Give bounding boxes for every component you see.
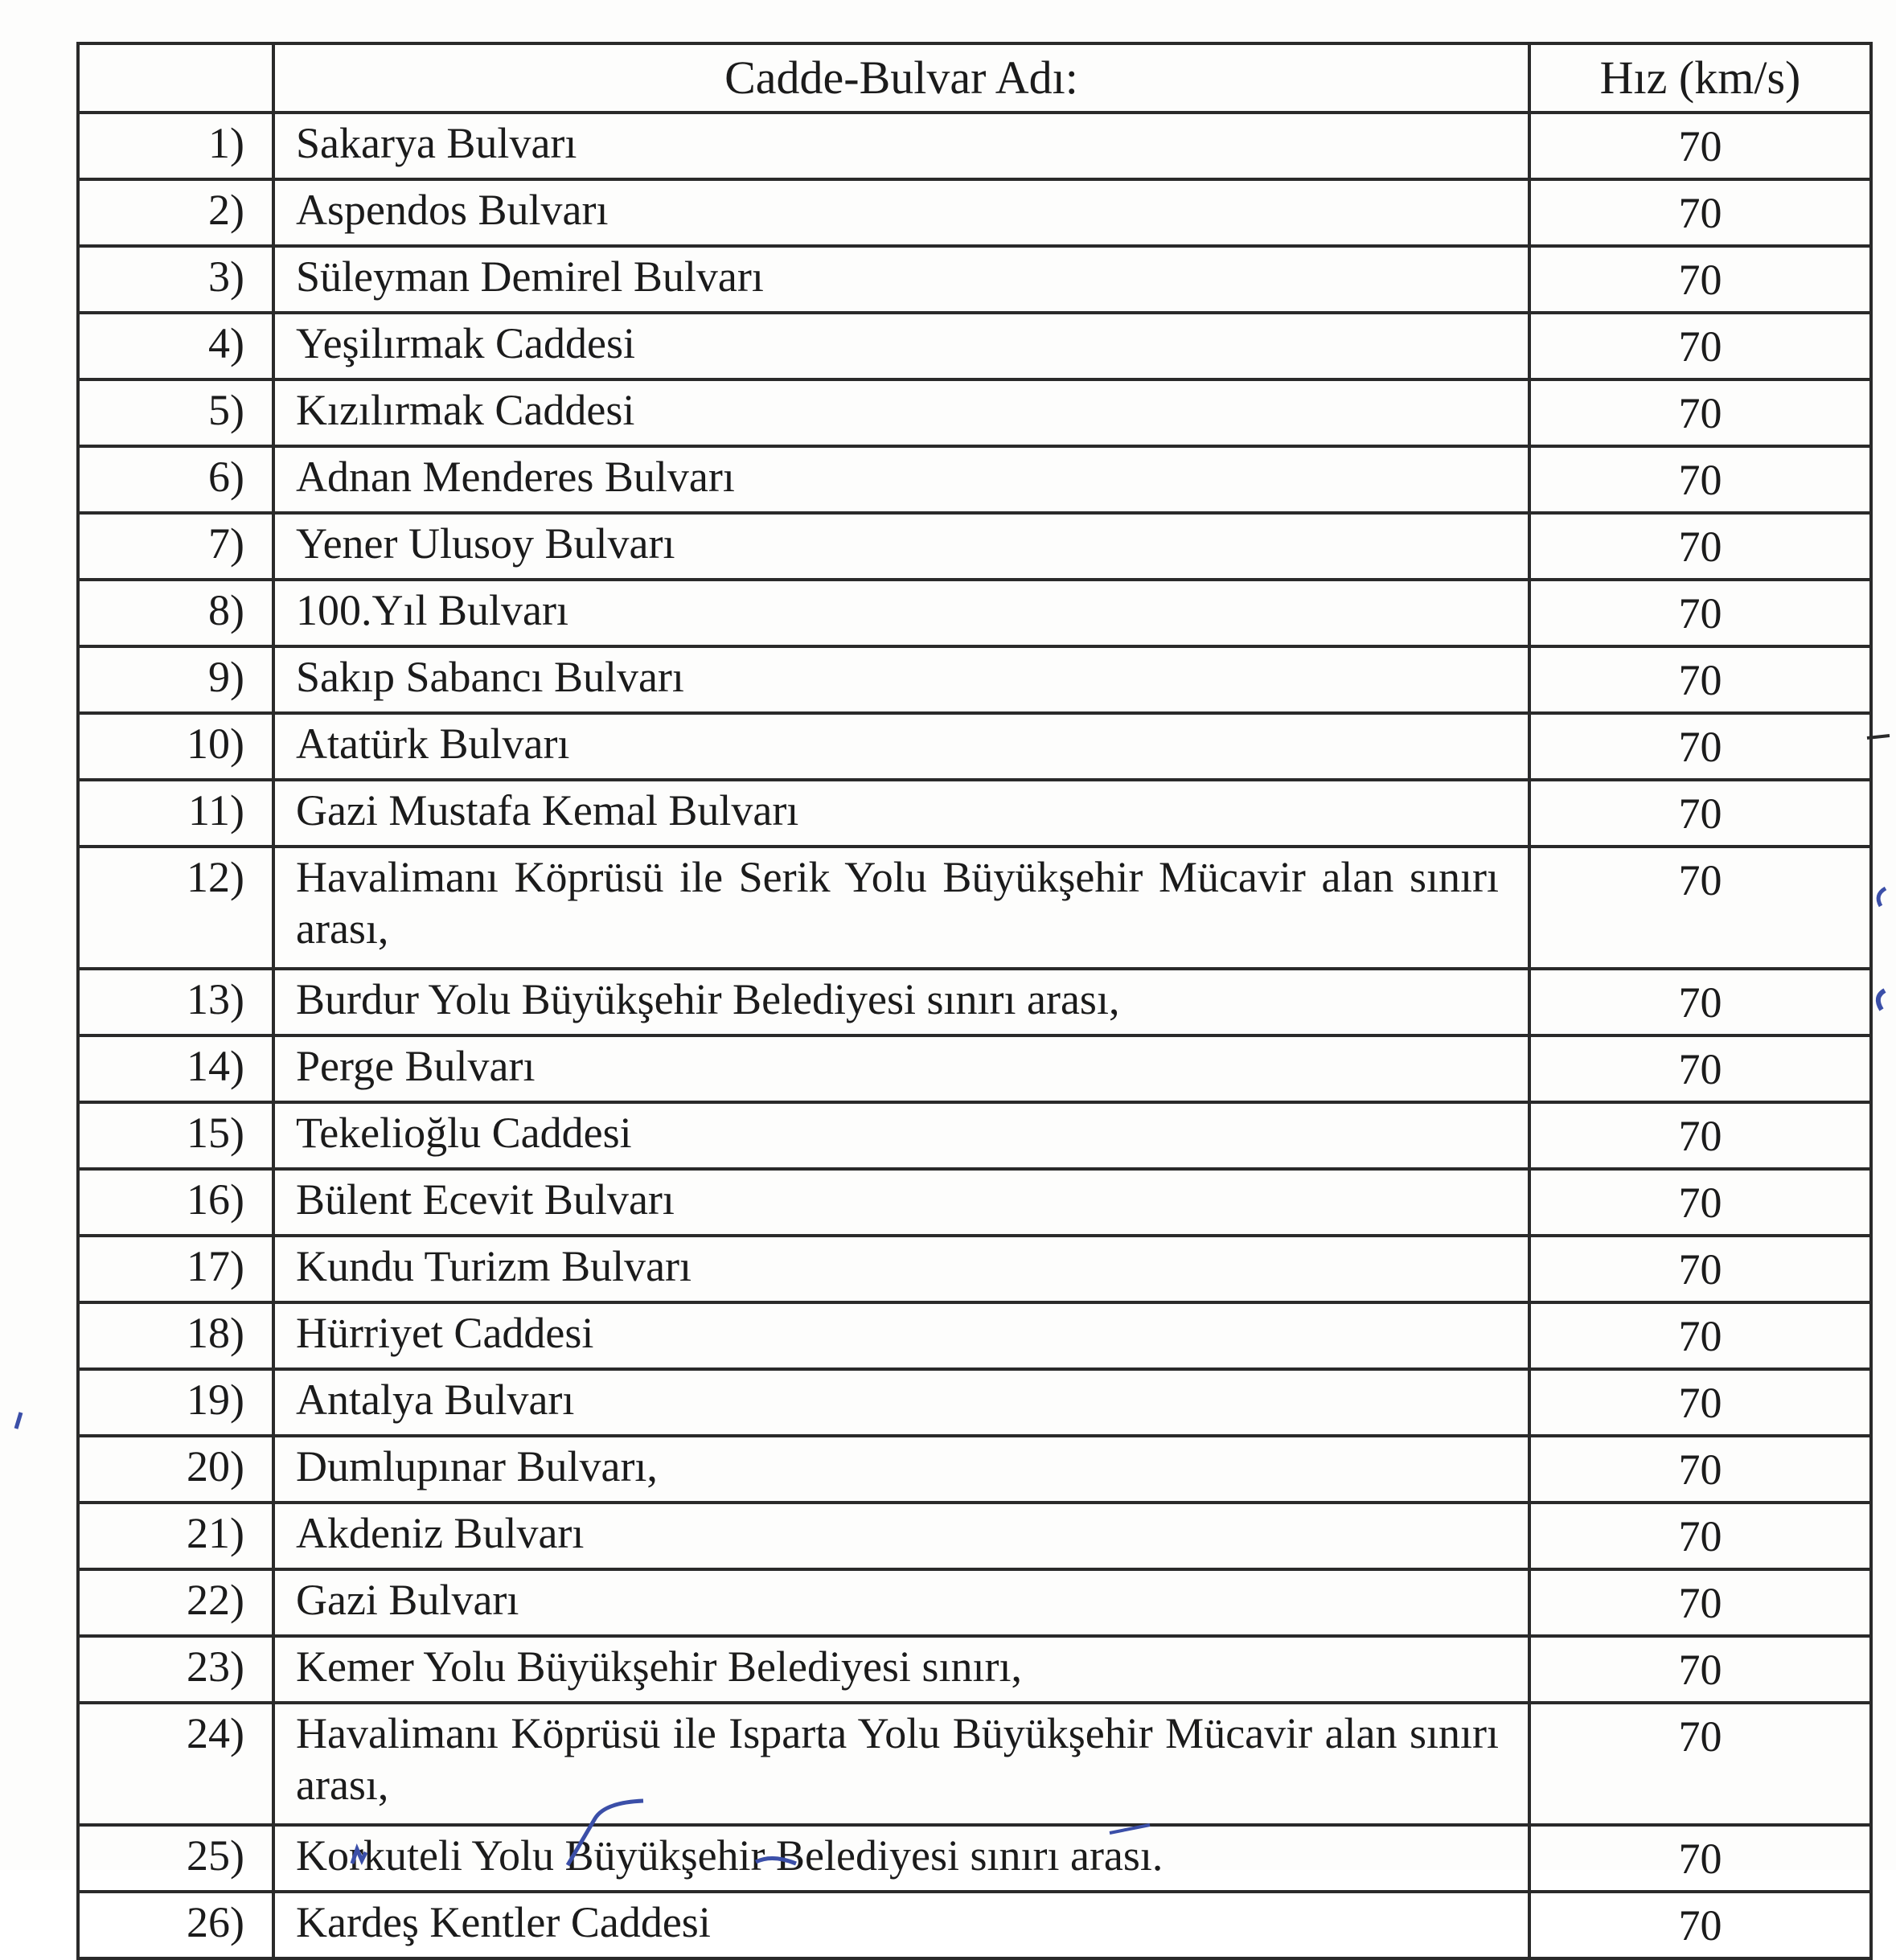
street-name: Süleyman Demirel Bulvarı	[273, 246, 1529, 313]
row-number: 20)	[78, 1436, 273, 1503]
street-name: Korkuteli Yolu Büyükşehir Belediyesi sınırı arası.	[273, 1825, 1529, 1892]
speed-limit: 70	[1529, 1703, 1871, 1825]
speed-limit: 70	[1529, 1436, 1871, 1503]
street-name: Kemer Yolu Büyükşehir Belediyesi sınırı,	[273, 1636, 1529, 1703]
street-name: Kardeş Kentler Caddesi	[273, 1892, 1529, 1958]
table-row	[78, 780, 1871, 847]
street-name: Perge Bulvarı	[273, 1035, 1529, 1102]
row-number: 16)	[78, 1169, 273, 1236]
row-number: 23)	[78, 1636, 273, 1703]
table-row	[78, 847, 1871, 969]
row-number: 24)	[78, 1703, 273, 1825]
street-name: Tekelioğlu Caddesi	[273, 1102, 1529, 1169]
speed-limit: 70	[1529, 1892, 1871, 1958]
table-row	[78, 1169, 1871, 1236]
speed-limit: 70	[1529, 313, 1871, 379]
speed-limit: 70	[1529, 780, 1871, 847]
table-row	[78, 113, 1871, 179]
speed-limit: 70	[1529, 580, 1871, 646]
speed-limit: 70	[1529, 969, 1871, 1035]
row-number: 11)	[78, 780, 273, 847]
speed-limit: 70	[1529, 1503, 1871, 1569]
street-name: Burdur Yolu Büyükşehir Belediyesi sınırı arası,	[273, 969, 1529, 1035]
row-number: 9)	[78, 646, 273, 713]
speed-limit: 70	[1529, 113, 1871, 179]
table-row	[78, 1369, 1871, 1436]
speed-limit: 70	[1529, 1035, 1871, 1102]
speed-limit: 70	[1529, 1169, 1871, 1236]
table-row	[78, 969, 1871, 1035]
street-name: Bülent Ecevit Bulvarı	[273, 1169, 1529, 1236]
street-name: Havalimanı Köprüsü ile Isparta Yolu Büyükşehir Mücavir alan sınırı arası,	[273, 1703, 1529, 1825]
table-row	[78, 1569, 1871, 1636]
row-number: 7)	[78, 513, 273, 580]
header-number	[78, 43, 273, 113]
row-number: 26)	[78, 1892, 273, 1958]
row-number: 2)	[78, 179, 273, 246]
speed-limit: 70	[1529, 1569, 1871, 1636]
table-row	[78, 313, 1871, 379]
speed-limit: 70	[1529, 379, 1871, 446]
table-body	[78, 113, 1871, 1958]
row-number: 13)	[78, 969, 273, 1035]
street-name: Adnan Menderes Bulvarı	[273, 446, 1529, 513]
table-row	[78, 1825, 1871, 1892]
row-number: 25)	[78, 1825, 273, 1892]
street-name: Dumlupınar Bulvarı,	[273, 1436, 1529, 1503]
street-name: Kızılırmak Caddesi	[273, 379, 1529, 446]
street-name: Sakıp Sabancı Bulvarı	[273, 646, 1529, 713]
table-row	[78, 1102, 1871, 1169]
row-number: 19)	[78, 1369, 273, 1436]
header-street-name: Cadde-Bulvar Adı:	[273, 43, 1529, 113]
row-number: 8)	[78, 580, 273, 646]
header-speed: Hız (km/s)	[1529, 43, 1871, 113]
row-number: 12)	[78, 847, 273, 969]
speed-limit: 70	[1529, 179, 1871, 246]
speed-limit-table	[76, 42, 1873, 1960]
table-row	[78, 513, 1871, 580]
speed-limit: 70	[1529, 513, 1871, 580]
row-number: 6)	[78, 446, 273, 513]
row-number: 5)	[78, 379, 273, 446]
table-row	[78, 1892, 1871, 1958]
pen-stroke-right-3	[1878, 990, 1885, 1010]
street-name: Gazi Bulvarı	[273, 1569, 1529, 1636]
speed-limit: 70	[1529, 1236, 1871, 1302]
street-name: Yeşilırmak Caddesi	[273, 313, 1529, 379]
table-row	[78, 1503, 1871, 1569]
pen-stroke-left	[16, 1413, 21, 1429]
row-number: 3)	[78, 246, 273, 313]
table-header-row	[78, 43, 1871, 113]
speed-limit: 70	[1529, 713, 1871, 780]
street-name: Gazi Mustafa Kemal Bulvarı	[273, 780, 1529, 847]
speed-limit: 70	[1529, 1636, 1871, 1703]
pen-stroke-right-2	[1878, 888, 1886, 906]
speed-limit: 70	[1529, 1302, 1871, 1369]
street-name: Antalya Bulvarı	[273, 1369, 1529, 1436]
table-row	[78, 1035, 1871, 1102]
street-name: Havalimanı Köprüsü ile Serik Yolu Büyükşehir Mücavir alan sınırı arası,	[273, 847, 1529, 969]
table-row	[78, 580, 1871, 646]
street-name: Aspendos Bulvarı	[273, 179, 1529, 246]
row-number: 15)	[78, 1102, 273, 1169]
street-name: 100.Yıl Bulvarı	[273, 580, 1529, 646]
table-row	[78, 1236, 1871, 1302]
table-row	[78, 1302, 1871, 1369]
table-row	[78, 379, 1871, 446]
table-row	[78, 446, 1871, 513]
street-name: Hürriyet Caddesi	[273, 1302, 1529, 1369]
row-number: 4)	[78, 313, 273, 379]
row-number: 18)	[78, 1302, 273, 1369]
row-number: 14)	[78, 1035, 273, 1102]
table-row	[78, 646, 1871, 713]
row-number: 17)	[78, 1236, 273, 1302]
row-number: 10)	[78, 713, 273, 780]
row-number: 21)	[78, 1503, 273, 1569]
row-number: 1)	[78, 113, 273, 179]
table-row	[78, 1636, 1871, 1703]
street-name: Atatürk Bulvarı	[273, 713, 1529, 780]
speed-limit: 70	[1529, 646, 1871, 713]
speed-limit: 70	[1529, 246, 1871, 313]
table-row	[78, 713, 1871, 780]
speed-limit: 70	[1529, 1369, 1871, 1436]
table-row	[78, 1436, 1871, 1503]
street-name: Sakarya Bulvarı	[273, 113, 1529, 179]
speed-limit: 70	[1529, 446, 1871, 513]
table-row	[78, 179, 1871, 246]
street-name: Akdeniz Bulvarı	[273, 1503, 1529, 1569]
row-number: 22)	[78, 1569, 273, 1636]
speed-limit: 70	[1529, 1825, 1871, 1892]
speed-limit: 70	[1529, 847, 1871, 969]
street-name: Yener Ulusoy Bulvarı	[273, 513, 1529, 580]
table-row	[78, 1703, 1871, 1825]
street-name: Kundu Turizm Bulvarı	[273, 1236, 1529, 1302]
table-row	[78, 246, 1871, 313]
speed-limit: 70	[1529, 1102, 1871, 1169]
